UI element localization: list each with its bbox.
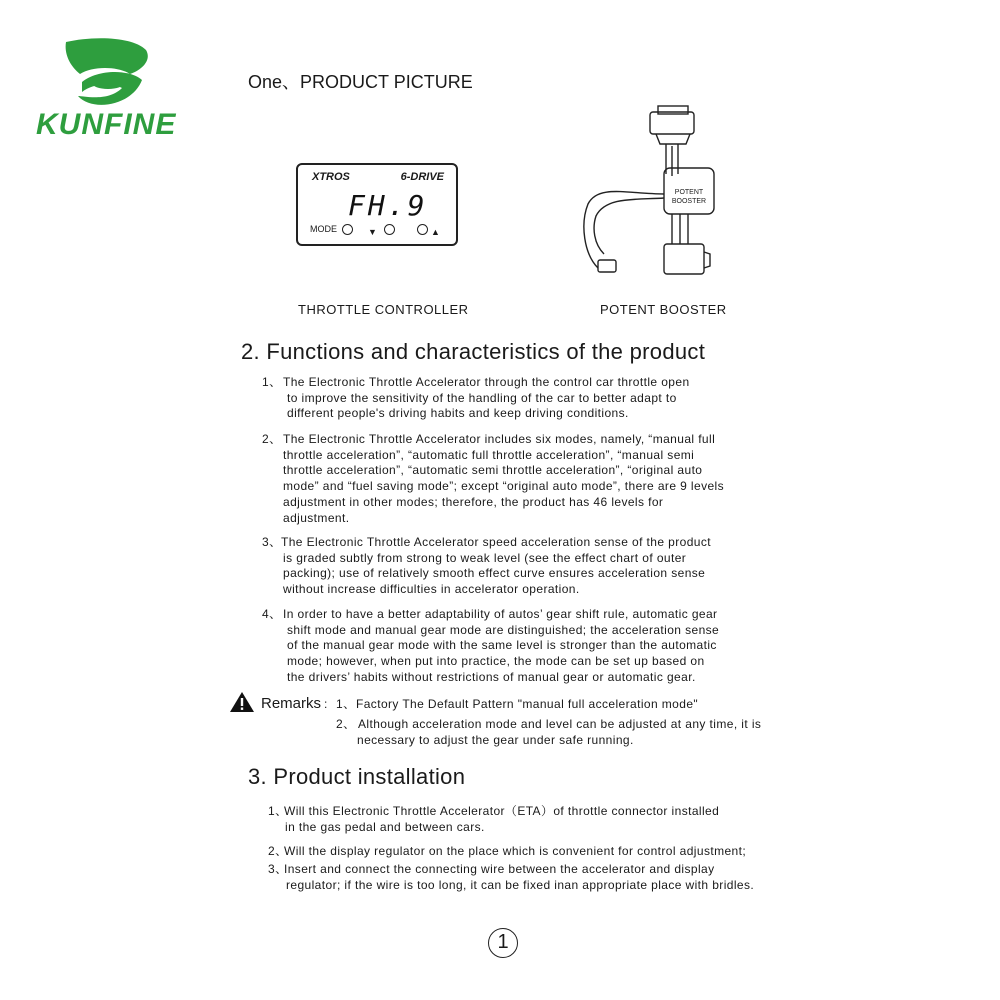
install-item-line: Insert and connect the connecting wire between the accelerator and display [284, 862, 715, 876]
func-item-line: of the manual gear mode with the same level is stronger than the automatic [287, 638, 717, 653]
section3-heading: 3. Product installation [248, 764, 466, 789]
func-item-line: mode” and “fuel saving mode”; except “original auto mode”, there are 9 levels [283, 479, 725, 494]
remark-2 [336, 717, 761, 748]
install-item-1 [268, 804, 719, 835]
func-item-line: adjustment. [283, 510, 350, 525]
remark-number: 2、 [336, 717, 356, 731]
remark-text: Factory The Default Pattern "manual full acceleration mode" [356, 697, 699, 711]
page-number: 1 [488, 928, 518, 958]
install-item-number: 3、 [268, 862, 288, 876]
potent-booster-illustration [578, 104, 728, 284]
func-item-line: is graded subtly from strong to weak level (see the effect chart of outer [283, 550, 687, 565]
brand-name: KUNFINE [36, 108, 177, 141]
booster-label-booster: BOOSTER [671, 198, 707, 205]
func-item-line: The Electronic Throttle Accelerator speed acceleration sense of the product [281, 535, 712, 549]
func-item-number: 3、 [262, 535, 282, 549]
warning-icon [229, 691, 255, 713]
down-triangle-icon: ▼ [368, 227, 377, 237]
up-button-icon [417, 224, 428, 235]
controller-brand: XTROS [312, 171, 350, 183]
install-item-line: regulator; if the wire is too long, it can be fixed inan appropriate place with bridles. [286, 877, 755, 892]
func-item-line: The Electronic Throttle Accelerator includes six modes, namely, “manual full [283, 432, 716, 446]
func-item-number: 4、 [262, 607, 282, 621]
section1-heading: One、PRODUCT PICTURE [248, 72, 473, 92]
up-triangle-icon: ▲ [431, 227, 440, 237]
controller-display: FH.9 [348, 189, 428, 222]
caption-throttle-controller: THROTTLE CONTROLLER [298, 302, 469, 317]
throttle-controller-illustration [296, 163, 458, 246]
controller-mode-label: MODE [310, 224, 337, 234]
func-item-2 [262, 432, 724, 526]
install-item-line: in the gas pedal and between cars. [285, 819, 485, 834]
func-item-3 [262, 535, 711, 598]
func-item-number: 1、 [262, 375, 282, 389]
func-item-line: packing); use of relatively smooth effect curve ensures acceleration sense [283, 566, 706, 581]
caption-potent-booster: POTENT BOOSTER [600, 302, 727, 317]
func-item-line: mode; however, when put into practice, the mode can be set up based on [287, 654, 705, 669]
section2-heading: 2. Functions and characteristics of the product [241, 339, 706, 364]
func-item-line: throttle acceleration”, “automatic semi throttle acceleration”, “original auto [283, 463, 703, 478]
install-item-3 [268, 862, 754, 893]
func-item-line: different people's driving habits and keep driving conditions. [287, 406, 629, 421]
remark-1 [336, 697, 698, 713]
func-item-line: without increase difficulties in accelerator operation. [283, 582, 580, 597]
func-item-line: adjustment in other modes; therefore, the product has 46 levels for [283, 494, 664, 509]
install-item-line: Will the display regulator on the place which is convenient for control adjustment; [284, 844, 747, 858]
func-item-line: The Electronic Throttle Accelerator through the control car throttle open [283, 375, 690, 389]
down-button-icon [384, 224, 395, 235]
func-item-number: 2、 [262, 432, 282, 446]
func-item-line: In order to have a better adaptability of autos’ gear shift rule, automatic gear [283, 607, 718, 621]
install-item-2 [268, 844, 746, 860]
func-item-line: throttle acceleration”, “automatic full throttle acceleration”, “manual semi [283, 447, 695, 462]
booster-label-potent: POTENT [674, 189, 704, 196]
controller-model: 6-DRIVE [400, 171, 444, 183]
remark-text: necessary to adjust the gear under safe running. [357, 732, 634, 747]
logo-mark-icon [62, 36, 152, 114]
mode-button-icon [342, 224, 353, 235]
func-item-line: shift mode and manual gear mode are distinguished; the acceleration sense [287, 622, 720, 637]
install-item-number: 2、 [268, 844, 288, 858]
remark-text: Although acceleration mode and level can be adjusted at any time, it is [358, 717, 762, 731]
func-item-4 [262, 607, 719, 686]
remarks-colon: : [324, 697, 328, 711]
func-item-line: to improve the sensitivity of the handling of the car to better adapt to [287, 390, 677, 405]
install-item-number: 1、 [268, 804, 288, 818]
remark-number: 1、 [336, 697, 356, 711]
func-item-1 [262, 375, 690, 422]
install-item-line: Will this Electronic Throttle Accelerator（ETA）of throttle connector installed [284, 804, 720, 818]
func-item-line: the drivers’ habits without restrictions of manual gear or automatic gear. [287, 669, 696, 684]
remarks-label: Remarks [261, 695, 322, 712]
